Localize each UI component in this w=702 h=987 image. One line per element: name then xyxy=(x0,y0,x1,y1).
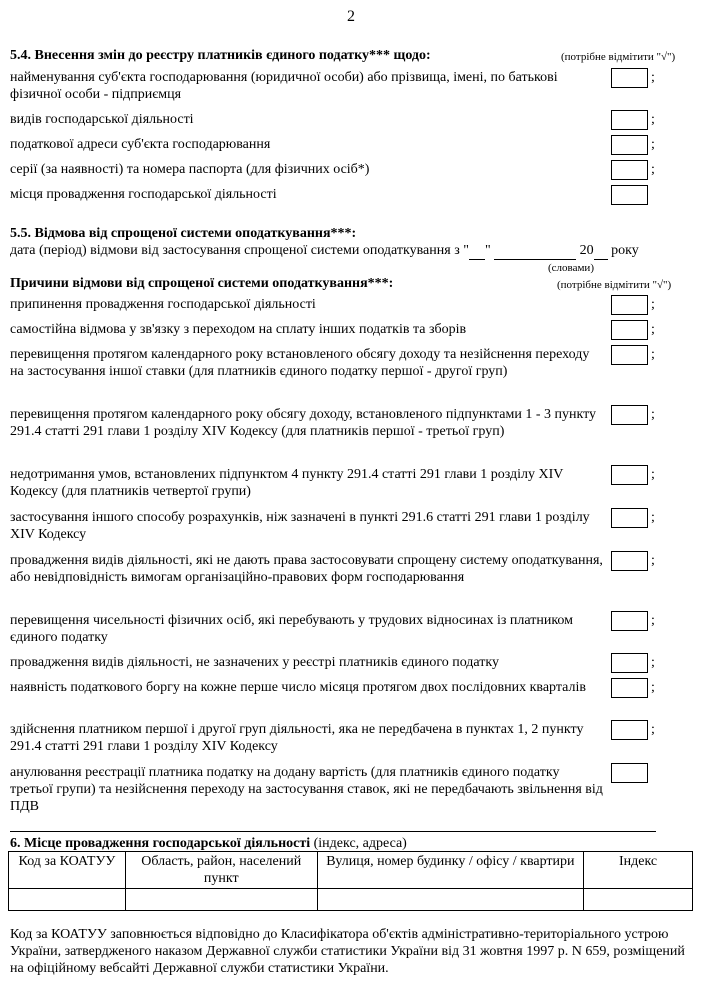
section-5-5-title: 5.5. Відмова від спрощеної системи оподаткування***: xyxy=(10,226,357,241)
s54-item-suffix: ; xyxy=(651,137,655,152)
s54-item-checkbox[interactable] xyxy=(611,68,648,88)
column-header: Код за КОАТУУ xyxy=(9,852,126,889)
column-header: Вулиця, номер будинку / офісу / квартири xyxy=(317,852,584,889)
year-suffix: року xyxy=(607,243,639,258)
reason-text: перевищення протягом календарного року обсягу доходу, встановленого підпунктами 1 - 3 пункту 291.4 статті 291 глави 1 розділу XIV Кодексу (для платників першої - третьої груп) xyxy=(10,407,597,439)
reason-checkbox[interactable] xyxy=(611,551,648,571)
reasons-note: (потрібне відмітити "√") xyxy=(557,279,672,291)
reason-suffix: ; xyxy=(651,322,655,337)
s54-item-text: видів господарської діяльності xyxy=(10,112,194,127)
words-note: (словами) xyxy=(548,262,594,274)
section-6-title-rest: (індекс, адреса) xyxy=(310,836,407,851)
reason-suffix: ; xyxy=(651,467,655,482)
reason-suffix: ; xyxy=(651,407,655,422)
reason-suffix: ; xyxy=(651,722,655,737)
reason-checkbox[interactable] xyxy=(611,763,648,783)
reason-checkbox[interactable] xyxy=(611,405,648,425)
index-cell[interactable] xyxy=(584,889,693,911)
s54-item-checkbox[interactable] xyxy=(611,185,648,205)
s54-item-checkbox[interactable] xyxy=(611,110,648,130)
month-blank[interactable] xyxy=(494,242,576,260)
section-5-4-note: (потрібне відмітити "√") xyxy=(561,51,676,63)
reason-text: провадження видів діяльності, не зазначених у реєстрі платників єдиного податку xyxy=(10,655,500,670)
reason-checkbox[interactable] xyxy=(611,653,648,673)
day-blank[interactable] xyxy=(469,242,485,260)
year-prefix: 20 xyxy=(579,243,594,258)
refusal-date-line xyxy=(10,242,690,260)
reason-text: анулювання реєстрації платника податку на додану вартість (для платників єдиного податку третьої групи) та незійснення переходу на застосування ставок, які не передбачають звільнення від ПДВ xyxy=(10,765,603,814)
s54-item-suffix: ; xyxy=(651,112,655,127)
reason-suffix: ; xyxy=(651,553,655,568)
street-cell[interactable] xyxy=(317,889,584,911)
s54-item-suffix: ; xyxy=(651,162,655,177)
s54-item-suffix: ; xyxy=(651,70,655,85)
reason-text: здійснення платником першої і другої груп діяльності, яка не передбачена в пунктах 1, 2 пункту 291.4 статті 291 глави 1 розділу XIV Кодексу xyxy=(10,722,584,754)
s54-item-text: серії (за наявності) та номера паспорта (для фізичних осіб*) xyxy=(10,162,370,177)
s54-item-checkbox[interactable] xyxy=(611,135,648,155)
reason-suffix: ; xyxy=(651,347,655,362)
region-cell[interactable] xyxy=(125,889,317,911)
koatuu-cell[interactable] xyxy=(9,889,126,911)
reason-checkbox[interactable] xyxy=(611,508,648,528)
table-header-row xyxy=(9,852,693,889)
section-divider xyxy=(10,831,656,832)
s54-item-text: найменування суб'єкта господарювання (юридичної особи) або прізвища, імені, по батькові фізичної особи - підприємця xyxy=(10,70,558,102)
reason-suffix: ; xyxy=(651,510,655,525)
page-number: 2 xyxy=(347,8,355,25)
s54-item-checkbox[interactable] xyxy=(611,160,648,180)
reason-text: припинення провадження господарської діяльності xyxy=(10,297,316,312)
reason-checkbox[interactable] xyxy=(611,295,648,315)
reason-checkbox[interactable] xyxy=(611,720,648,740)
reason-text: застосування іншого способу розрахунків, ніж зазначені в пункті 291.6 статті 291 глави 1 розділу XIV Кодексу xyxy=(10,510,590,542)
section-6-title-bold: 6. Місце провадження господарської діяльності xyxy=(10,836,311,851)
activity-place-table xyxy=(8,851,693,911)
footer-note: Код за КОАТУУ заповнюється відповідно до Класифікатора об'єктів адміністративно-територіального устрою України, затвердженого наказом Державної служби статистики України від 31 жовтня 1997 р. N 659, розміщений на офіційному вебсайті Державної служби статистики України. xyxy=(10,927,685,976)
reason-suffix: ; xyxy=(651,655,655,670)
table-row xyxy=(9,889,693,911)
reason-checkbox[interactable] xyxy=(611,678,648,698)
reason-text: самостійна відмова у зв'язку з переходом на сплату інших податків та зборів xyxy=(10,322,467,337)
reason-checkbox[interactable] xyxy=(611,345,648,365)
reason-text: провадження видів діяльності, які не дають права застосовувати спрощену систему оподаткування, або невідповідність вимогам організаційно-правових форм господарювання xyxy=(10,553,603,585)
reason-text: наявність податкового боргу на кожне перше число місяця протягом двох послідовних кварталів xyxy=(10,680,586,695)
reason-text: перевищення чисельності фізичних осіб, які перебувають у трудових відносинах із платником єдиного податку xyxy=(10,613,574,645)
reasons-title: Причини відмови від спрощеної системи оподаткування***: xyxy=(10,276,394,291)
s54-item-text: місця провадження господарської діяльності xyxy=(10,187,277,202)
reason-suffix: ; xyxy=(651,613,655,628)
reason-suffix: ; xyxy=(651,297,655,312)
column-header: Область, район, населений пункт xyxy=(125,852,317,889)
reason-checkbox[interactable] xyxy=(611,465,648,485)
reason-suffix: ; xyxy=(651,680,655,695)
reason-checkbox[interactable] xyxy=(611,320,648,340)
s54-item-text: податкової адреси суб'єкта господарювання xyxy=(10,137,271,152)
year-blank[interactable] xyxy=(594,242,608,260)
date-quote-close: " xyxy=(484,243,491,258)
refusal-date-text: дата (період) відмови від застосування спрощеної системи оподаткування з " xyxy=(10,243,469,258)
column-header: Індекс xyxy=(584,852,693,889)
section-5-4-title: 5.4. Внесення змін до реєстру платників єдиного податку*** щодо: xyxy=(10,48,431,63)
reason-text: недотримання умов, встановлених підпунктом 4 пункту 291.4 статті 291 глави 1 розділу XIV Кодексу (для платників четвертої групи) xyxy=(10,467,564,499)
reason-checkbox[interactable] xyxy=(611,611,648,631)
section-6-title xyxy=(10,835,407,852)
reason-text: перевищення протягом календарного року встановленого обсягу доходу та незійснення переходу на застосування іншої ставки (для платників єдиного податку першої - другої груп) xyxy=(10,347,590,379)
